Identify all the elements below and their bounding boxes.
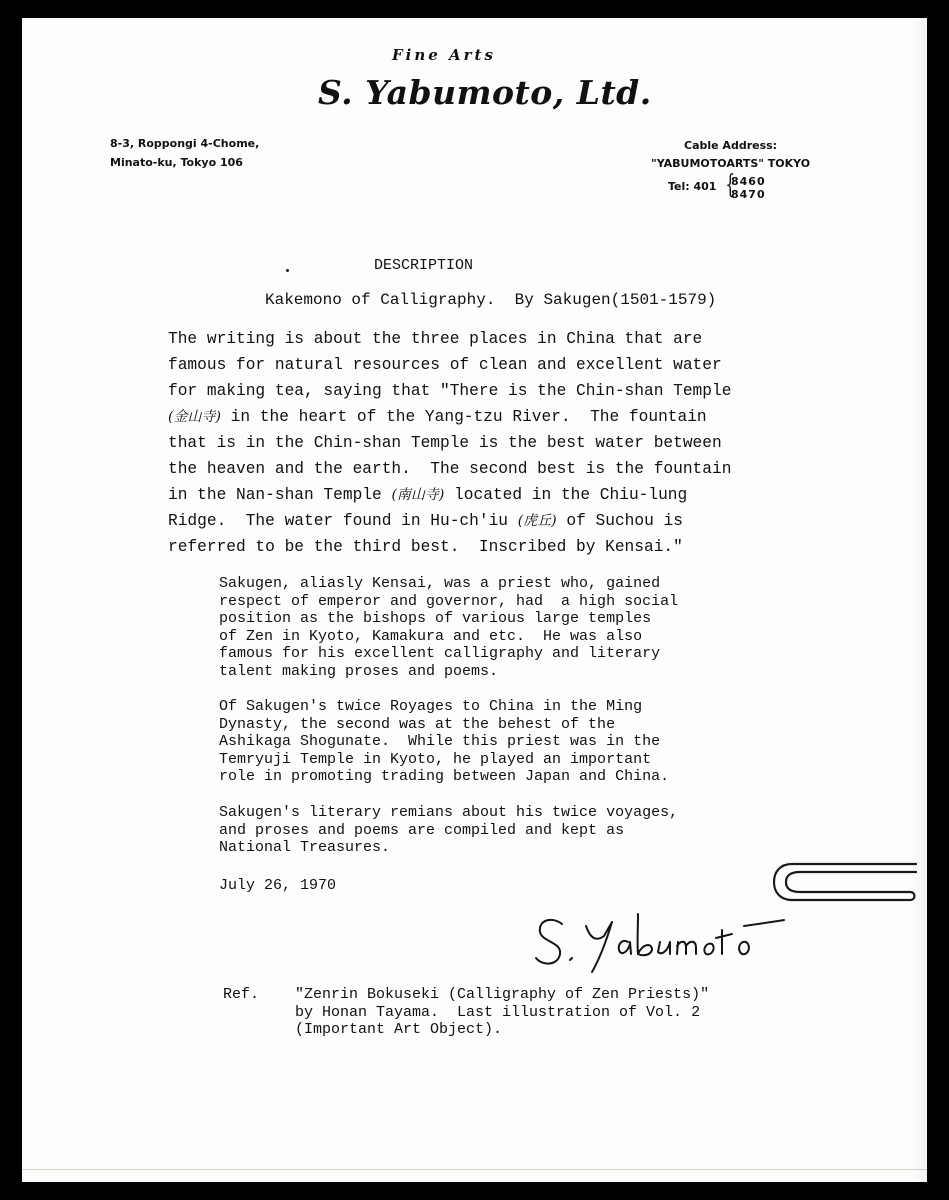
intro-line-text: located in the Chiu-lung — [444, 486, 688, 504]
paragraph-treasures — [219, 804, 678, 857]
telephone-label: Tel: 401 — [668, 180, 717, 193]
intro-paragraph — [168, 326, 731, 560]
page-bottom-line — [22, 1169, 927, 1170]
page-edge-shadow — [911, 18, 927, 1182]
intro-line — [168, 404, 731, 430]
cable-address-label: Cable Address: — [684, 139, 778, 152]
intro-line — [168, 508, 731, 534]
paragraph-line: and proses and poems are compiled and kept as — [219, 821, 625, 839]
paragraph-voyages — [219, 698, 669, 786]
paragraph-line: Sakugen's literary remians about his twice voyages, — [219, 804, 679, 821]
letterhead-fine-arts: Fine Arts — [392, 46, 496, 64]
intro-line: The writing is about the three places in China that are — [168, 330, 703, 348]
kanji-hu-chiu: (虎丘) — [517, 513, 557, 529]
reference-line: "Zenrin Bokuseki (Calligraphy of Zen Priests)" — [295, 986, 710, 1003]
paper-clip-icon — [770, 852, 918, 912]
intro-line-text: in the Nan-shan Temple — [168, 486, 392, 504]
paragraph-line: Of Sakugen's twice Royages to China in the Ming — [219, 698, 643, 715]
intro-line: for making tea, saying that "There is the Chin-shan Temple — [168, 382, 732, 400]
intro-line: that is in the Chin-shan Temple is the best water between — [168, 434, 722, 452]
letter-page — [22, 18, 927, 1182]
document-date: July 26, 1970 — [219, 877, 337, 894]
paragraph-line: position as the bishops of various large temples — [219, 610, 652, 627]
paragraph-line: respect of emperor and governor, had a high social — [219, 592, 679, 610]
reference-label: Ref. — [223, 986, 260, 1003]
kanji-nan-shan: (南山寺) — [391, 487, 445, 503]
reference-line: by Honan Tayama. Last illustration of Vol. 2 — [295, 1003, 701, 1021]
telephone-number-2: 8470 — [731, 188, 766, 201]
paragraph-biography — [219, 575, 678, 680]
kanji-chin-shan: (金山寺) — [168, 409, 221, 425]
address-line-2: Minato-ku, Tokyo 106 — [110, 156, 243, 169]
reference-text — [295, 986, 709, 1039]
stray-dot — [286, 269, 289, 272]
intro-line: referred to be the third best. Inscribed by Kensai." — [168, 538, 683, 556]
document-title: DESCRIPTION — [374, 257, 474, 274]
intro-line-text: Ridge. The water found in Hu-ch'iu — [168, 512, 518, 530]
intro-line — [168, 482, 731, 508]
letterhead-company-name: S. Yabumoto, Ltd. — [318, 73, 652, 112]
address-line-1: 8-3, Roppongi 4-Chome, — [110, 137, 260, 150]
paragraph-line: Ashikaga Shogunate. While this priest was in the — [219, 733, 661, 750]
intro-line: famous for natural resources of clean and excellent water — [168, 356, 722, 374]
document-subtitle: Kakemono of Calligraphy. By Sakugen(1501-1579) — [265, 291, 717, 309]
paragraph-line: Temryuji Temple in Kyoto, he played an important — [219, 750, 652, 768]
intro-line-text: of Suchou is — [556, 512, 683, 530]
telephone-brace: { — [725, 170, 736, 200]
cable-address-value: "YABUMOTOARTS" TOKYO — [651, 157, 811, 170]
paragraph-line: role in promoting trading between Japan and China. — [219, 768, 670, 785]
intro-line: the heaven and the earth. The second best is the fountain — [168, 460, 732, 478]
paragraph-line: Dynasty, the second was at the behest of the — [219, 715, 616, 733]
paragraph-line: famous for his excellent calligraphy and literary — [219, 645, 661, 662]
reference-line: (Important Art Object). — [295, 1021, 503, 1038]
paragraph-line: of Zen in Kyoto, Kamakura and etc. He was also — [219, 627, 643, 645]
paragraph-line: National Treasures. — [219, 839, 391, 856]
telephone-number-1: 8460 — [731, 175, 766, 188]
paragraph-line: Sakugen, aliasly Kensai, was a priest who, gained — [219, 575, 661, 592]
telephone-numbers — [731, 175, 766, 201]
paragraph-line: talent making proses and poems. — [219, 662, 499, 680]
handwritten-signature — [534, 908, 794, 978]
intro-line-text: in the heart of the Yang-tzu River. The fountain — [220, 408, 707, 426]
